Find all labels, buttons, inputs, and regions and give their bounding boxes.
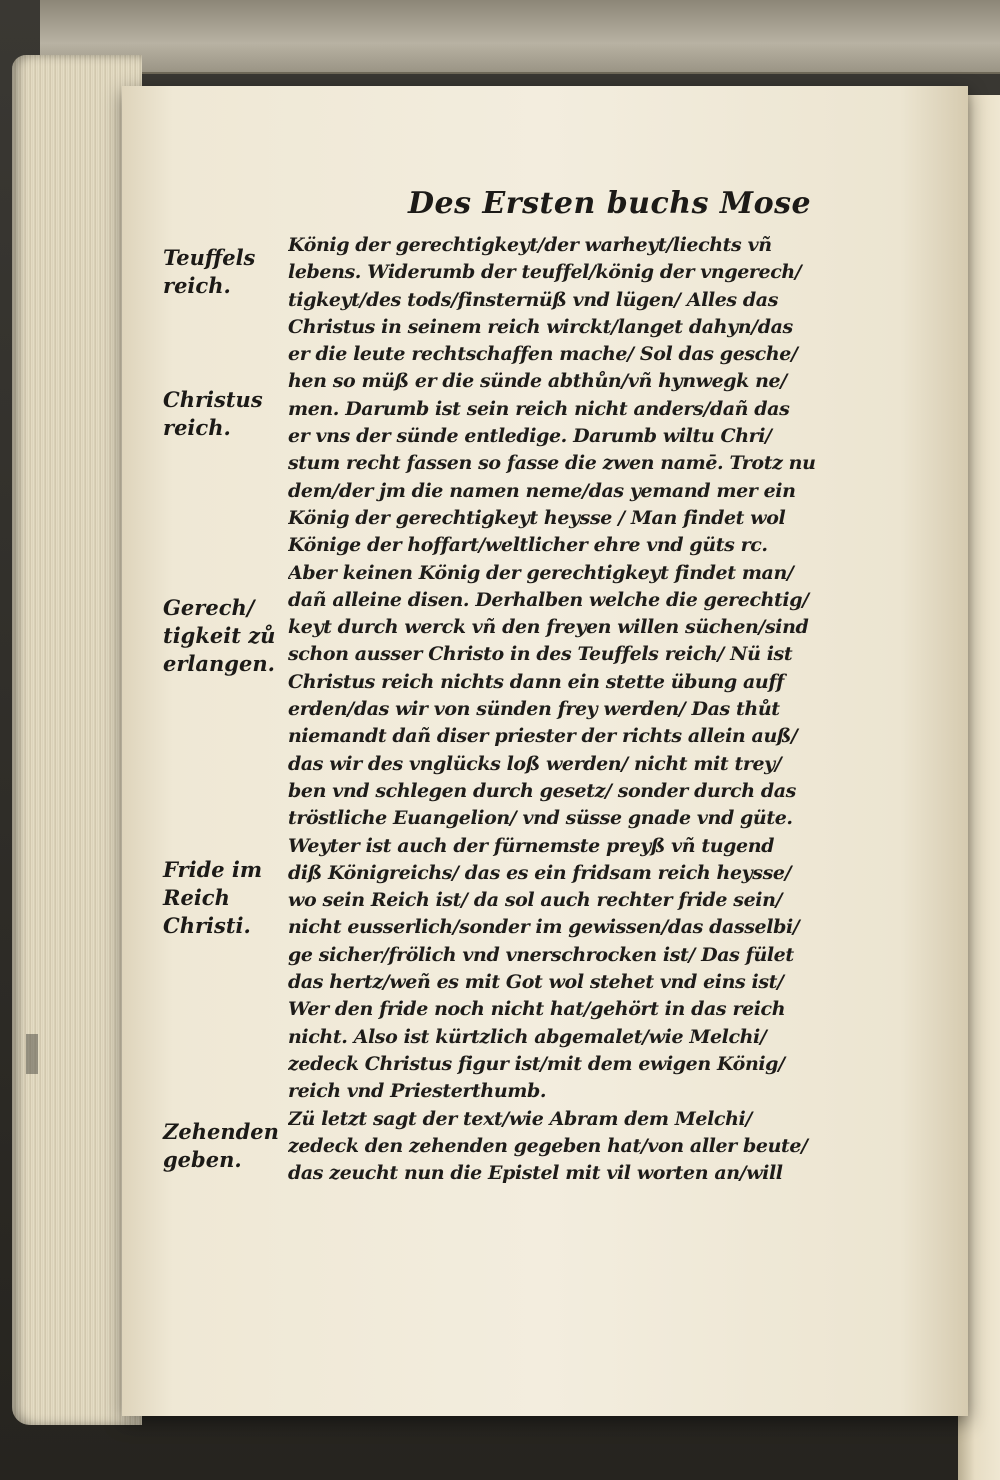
margin-note-fride-im-reich (163, 856, 289, 940)
text-line: keyt durch werck vñ den freyen willen süchen/sind (288, 616, 809, 639)
margin-note-line: Zehenden (163, 1119, 279, 1144)
margin-note-line: tigkeit zů (163, 623, 276, 648)
body-text (288, 232, 884, 1187)
margin-note-line: Christus (163, 387, 263, 412)
margin-note-line: geben. (163, 1147, 242, 1172)
text-line: dem/der jm die namen neme/das yemand mer ein (288, 479, 796, 502)
running-head: Des Ersten buchs Mose (408, 186, 812, 221)
text-line: wo sein Reich ist/ da sol auch rechter fride sein/ (288, 889, 783, 912)
text-line: men. Darumb ist sein reich nicht anders/dañ das (288, 397, 790, 420)
text-line: tröstliche Euangelion/ vnd süsse gnade vnd güte. (288, 807, 793, 830)
text-line: Wer den fride noch nicht hat/gehört in das reich (288, 998, 786, 1021)
text-line: reich vnd Priesterthumb. (288, 1080, 547, 1103)
text-line: schon ausser Christo in des Teuffels reich/ Nü ist (288, 643, 793, 666)
margin-note-line: Reich (163, 885, 230, 910)
spine-mark (26, 1034, 38, 1074)
text-line: Christus in seinem reich wirckt/langet dahyn/das (288, 315, 793, 338)
text-line: hen so müß er die sünde abthůn/vñ hynwegk ne/ (288, 370, 787, 393)
text-line: ge sicher/frölich vnd vnerschrocken ist/ Das fület (288, 943, 794, 966)
margin-note-line: Teuffels (163, 245, 256, 270)
text-line: diß Königreichs/ das es ein fridsam reich heysse/ (288, 861, 792, 884)
margin-note-christus-reich (163, 386, 289, 442)
text-line: König der gerechtigkeyt/der warheyt/liechts vñ (288, 234, 772, 256)
text-line: Weyter ist auch der fürnemste preyß vñ tugend (288, 834, 775, 857)
text-line: nicht eusserlich/sonder im gewissen/das dasselbi/ (288, 916, 800, 939)
text-line: Christus reich nichts dann ein stette übung auff (288, 670, 784, 693)
text-line: König der gerechtigkeyt heysse / Man findet wol (288, 506, 786, 529)
margin-note-line: reich. (163, 415, 231, 440)
margin-note-gerechtigkeit (163, 594, 289, 678)
text-line: niemandt dañ diser priester der richts allein auß/ (288, 725, 798, 748)
text-line: zedeck Christus figur ist/mit dem ewigen König/ (288, 1052, 785, 1075)
text-line: stum recht fassen so fasse die zwen namē. Trotz nu (288, 452, 816, 475)
margin-note-zehenden (163, 1118, 289, 1174)
text-line: erden/das wir von sünden frey werden/ Das thůt (288, 698, 780, 721)
text-line: Aber keinen König der gerechtigkeyt findet man/ (288, 561, 794, 584)
margin-note-line: erlangen. (163, 651, 275, 676)
text-line: Zü letzt sagt der text/wie Abram dem Melchi/ (288, 1107, 752, 1130)
text-line: Könige der hoffart/weltlicher ehre vnd güts rc. (288, 534, 768, 557)
text-line: das wir des vnglücks loß werden/ nicht mit trey/ (288, 752, 782, 775)
text-line: er die leute rechtschaffen mache/ Sol das gesche/ (288, 343, 798, 366)
margin-note-line: reich. (163, 273, 231, 298)
text-line: tigkeyt/des tods/finsternüß vnd lügen/ Alles das (288, 288, 778, 311)
text-line: er vns der sünde entledige. Darumb wiltu Chri/ (288, 425, 772, 448)
book-cover-top (40, 0, 1000, 74)
margin-note-line: Gerech/ (163, 595, 255, 620)
text-line: zedeck den zehenden gegeben hat/von aller beute/ (288, 1134, 808, 1157)
text-line: dañ alleine disen. Derhalben welche die gerechtig/ (288, 588, 809, 611)
text-line: lebens. Widerumb der teuffel/könig der vngerech/ (288, 261, 802, 284)
margin-note-teuffels-reich (163, 244, 289, 300)
text-line: nicht. Also ist kürtzlich abgemalet/wie Melchi/ (288, 1025, 767, 1048)
margin-note-line: Fride im (163, 857, 263, 882)
margin-note-line: Christi. (163, 913, 251, 938)
text-line: das hertz/weñ es mit Got wol stehet vnd eins ist/ (288, 971, 784, 994)
text-line: das zeucht nun die Epistel mit vil worten an/will (288, 1162, 783, 1185)
text-line: ben vnd schlegen durch gesetz/ sonder durch das (288, 779, 796, 802)
